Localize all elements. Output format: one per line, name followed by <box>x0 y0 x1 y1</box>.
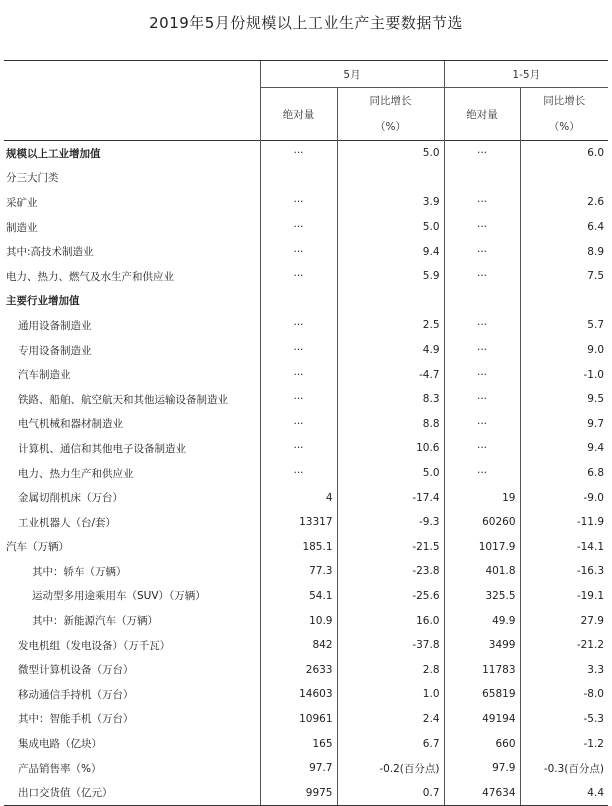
cell-may-abs: ··· <box>260 412 337 437</box>
row-name: 运动型多用途乘用车（SUV）（万辆） <box>32 590 206 603</box>
table-row <box>4 387 608 412</box>
cell-ytd-yoy: -9.0 <box>520 485 608 510</box>
cell-may-abs: 77.3 <box>260 559 337 584</box>
row-name: 主要行业增加值 <box>6 295 80 308</box>
table-row <box>4 707 608 732</box>
row-name: 其中：轿车（万辆） <box>32 565 127 578</box>
table-row <box>4 362 608 387</box>
cell-ytd-yoy: 3.3 <box>520 657 608 682</box>
cell-may-yoy: -25.6 <box>337 584 444 609</box>
cell-ytd-abs <box>444 289 520 314</box>
cell-may-yoy: -4.7 <box>337 362 444 387</box>
table-row <box>4 682 608 707</box>
cell-ytd-abs: 97.9 <box>444 756 520 781</box>
header-blank <box>4 61 260 141</box>
page-title: 2019年5月份规模以上工业生产主要数据节选 <box>149 14 463 32</box>
cell-ytd-abs: 60260 <box>444 510 520 535</box>
cell-may-abs: 10.9 <box>260 608 337 633</box>
table-row <box>4 338 608 363</box>
table-header <box>4 61 608 141</box>
cell-ytd-yoy: 8.9 <box>520 239 608 264</box>
cell-may-yoy: 1.0 <box>337 682 444 707</box>
header-group-jan-may: 1-5月 <box>444 61 608 88</box>
cell-ytd-yoy: -16.3 <box>520 559 608 584</box>
row-name: 发电机组（发电设备）（万千瓦） <box>18 639 171 652</box>
cell-ytd-abs <box>444 166 520 191</box>
cell-ytd-abs: 49.9 <box>444 608 520 633</box>
cell-ytd-abs: 1017.9 <box>444 535 520 560</box>
cell-may-yoy <box>337 289 444 314</box>
cell-ytd-abs: ··· <box>444 436 520 461</box>
cell-ytd-yoy <box>520 289 608 314</box>
row-name: 集成电路（亿块） <box>18 738 102 751</box>
cell-ytd-abs: ··· <box>444 338 520 363</box>
table-row <box>4 190 608 215</box>
cell-ytd-yoy: -21.2 <box>520 633 608 658</box>
row-name: 规模以上工业增加值 <box>4 141 260 166</box>
cell-ytd-abs: 3499 <box>444 633 520 658</box>
cell-ytd-yoy: -5.3 <box>520 707 608 732</box>
cell-may-abs: 10961 <box>260 707 337 732</box>
cell-ytd-abs: 325.5 <box>444 584 520 609</box>
cell-may-yoy: -21.5 <box>337 535 444 560</box>
row-name: 采矿业 <box>6 196 38 209</box>
cell-may-yoy: -37.8 <box>337 633 444 658</box>
cell-ytd-abs: 401.8 <box>444 559 520 584</box>
table-row <box>4 633 608 658</box>
cell-ytd-abs: ··· <box>444 313 520 338</box>
cell-ytd-abs: ··· <box>444 387 520 412</box>
cell-may-abs: ··· <box>260 239 337 264</box>
cell-ytd-yoy: -1.2 <box>520 731 608 756</box>
table-row <box>4 780 608 805</box>
cell-may-abs: ··· <box>260 190 337 215</box>
cell-may-abs: ··· <box>260 313 337 338</box>
cell-ytd-abs: 49194 <box>444 707 520 732</box>
cell-may-yoy: -17.4 <box>337 485 444 510</box>
cell-may-yoy: 6.7 <box>337 731 444 756</box>
row-name: 产品销售率（%） <box>18 762 102 775</box>
cell-may-yoy: 10.6 <box>337 436 444 461</box>
header-may-abs: 绝对量 <box>260 88 337 141</box>
cell-may-abs <box>260 289 337 314</box>
cell-may-yoy: 8.3 <box>337 387 444 412</box>
cell-ytd-abs: 47634 <box>444 780 520 805</box>
cell-ytd-yoy: -11.9 <box>520 510 608 535</box>
row-name: 金属切削机床（万台） <box>18 492 123 505</box>
table-row <box>4 289 608 314</box>
table-row <box>4 141 608 166</box>
table-row <box>4 608 608 633</box>
row-name: 通用设备制造业 <box>18 319 92 332</box>
table-body <box>4 141 608 806</box>
cell-ytd-abs: ··· <box>444 264 520 289</box>
cell-may-abs: ··· <box>260 338 337 363</box>
cell-ytd-abs: ··· <box>444 362 520 387</box>
cell-ytd-abs: ··· <box>444 215 520 240</box>
row-name: 其中：新能源汽车（万辆） <box>32 615 158 628</box>
cell-ytd-yoy: 2.6 <box>520 190 608 215</box>
row-name: 微型计算机设备（万台） <box>18 664 134 677</box>
header-may-yoy-line2: （%） <box>375 121 406 133</box>
cell-ytd-abs: ··· <box>444 412 520 437</box>
header-ytd-abs: 绝对量 <box>444 88 520 141</box>
table-row <box>4 264 608 289</box>
data-table <box>4 60 608 806</box>
cell-may-yoy: 5.9 <box>337 264 444 289</box>
row-name: 汽车制造业 <box>18 369 71 382</box>
cell-ytd-abs: ··· <box>444 239 520 264</box>
cell-ytd-abs: 65819 <box>444 682 520 707</box>
cell-may-yoy: 2.5 <box>337 313 444 338</box>
cell-may-abs: ··· <box>260 436 337 461</box>
row-name: 电力、热力生产和供应业 <box>18 467 134 480</box>
table-row <box>4 313 608 338</box>
table-row <box>4 756 608 781</box>
cell-ytd-yoy: 4.4 <box>520 780 608 805</box>
table-row <box>4 166 608 191</box>
cell-may-abs: 9975 <box>260 780 337 805</box>
row-name: 电力、热力、燃气及水生产和供应业 <box>6 270 174 283</box>
cell-ytd-abs: 660 <box>444 731 520 756</box>
cell-may-yoy: -23.8 <box>337 559 444 584</box>
row-name: 出口交货值（亿元） <box>4 780 260 805</box>
cell-may-yoy: 5.0 <box>337 141 444 166</box>
cell-may-abs: ··· <box>260 215 337 240</box>
cell-may-abs: 165 <box>260 731 337 756</box>
table-row <box>4 215 608 240</box>
cell-ytd-yoy: 9.0 <box>520 338 608 363</box>
cell-ytd-yoy: -0.3(百分点) <box>520 756 608 781</box>
cell-ytd-yoy: 7.5 <box>520 264 608 289</box>
cell-may-abs: 54.1 <box>260 584 337 609</box>
table-row <box>4 239 608 264</box>
table-row <box>4 657 608 682</box>
table-row <box>4 461 608 486</box>
table-row <box>4 412 608 437</box>
cell-may-yoy <box>337 166 444 191</box>
cell-ytd-yoy: 9.5 <box>520 387 608 412</box>
cell-may-abs: 842 <box>260 633 337 658</box>
cell-ytd-abs: ··· <box>444 141 520 166</box>
cell-ytd-abs: 19 <box>444 485 520 510</box>
table-row <box>4 731 608 756</box>
row-name: 汽车（万辆） <box>6 541 69 554</box>
cell-may-abs: ··· <box>260 264 337 289</box>
cell-may-yoy: 5.0 <box>337 215 444 240</box>
table-row <box>4 485 608 510</box>
row-name: 其中:高技术制造业 <box>6 246 94 259</box>
cell-ytd-abs: 11783 <box>444 657 520 682</box>
cell-may-yoy: 16.0 <box>337 608 444 633</box>
cell-may-abs: ··· <box>260 387 337 412</box>
cell-ytd-yoy: -14.1 <box>520 535 608 560</box>
cell-may-yoy: 4.9 <box>337 338 444 363</box>
cell-may-yoy: 8.8 <box>337 412 444 437</box>
header-may-yoy-line1: 同比增长 <box>369 95 412 107</box>
cell-ytd-yoy: 6.8 <box>520 461 608 486</box>
row-name: 专用设备制造业 <box>18 344 92 357</box>
cell-may-yoy: -9.3 <box>337 510 444 535</box>
cell-may-yoy: 0.7 <box>337 780 444 805</box>
cell-may-yoy: 9.4 <box>337 239 444 264</box>
cell-ytd-yoy <box>520 166 608 191</box>
cell-ytd-yoy: 6.0 <box>520 141 608 166</box>
cell-may-yoy: 2.8 <box>337 657 444 682</box>
table-row <box>4 510 608 535</box>
row-name: 工业机器人（台/套） <box>18 516 117 529</box>
cell-ytd-abs: ··· <box>444 461 520 486</box>
cell-may-abs: ··· <box>260 461 337 486</box>
table-row <box>4 559 608 584</box>
cell-may-abs: 185.1 <box>260 535 337 560</box>
header-ytd-yoy-line2: （%） <box>548 121 580 133</box>
table-row <box>4 584 608 609</box>
cell-may-abs <box>260 166 337 191</box>
cell-ytd-yoy: 27.9 <box>520 608 608 633</box>
cell-ytd-yoy: 6.4 <box>520 215 608 240</box>
cell-may-yoy: 5.0 <box>337 461 444 486</box>
header-ytd-yoy-line1: 同比增长 <box>543 95 586 107</box>
header-group-may: 5月 <box>260 61 444 88</box>
cell-may-abs: 13317 <box>260 510 337 535</box>
cell-may-yoy: 3.9 <box>337 190 444 215</box>
row-name: 电气机械和器材制造业 <box>18 418 123 431</box>
table-row <box>4 535 608 560</box>
cell-may-abs: ··· <box>260 362 337 387</box>
cell-ytd-yoy: -8.0 <box>520 682 608 707</box>
cell-ytd-yoy: 5.7 <box>520 313 608 338</box>
cell-may-abs: ··· <box>260 141 337 166</box>
cell-may-abs: 97.7 <box>260 756 337 781</box>
cell-ytd-yoy: -19.1 <box>520 584 608 609</box>
cell-ytd-yoy: 9.7 <box>520 412 608 437</box>
cell-ytd-yoy: -1.0 <box>520 362 608 387</box>
table-row <box>4 436 608 461</box>
row-name: 制造业 <box>6 221 38 234</box>
row-name: 计算机、通信和其他电子设备制造业 <box>18 442 186 455</box>
row-name: 分三大门类 <box>6 172 59 185</box>
header-ytd-yoy <box>520 88 608 141</box>
cell-ytd-abs: ··· <box>444 190 520 215</box>
cell-may-yoy: 2.4 <box>337 707 444 732</box>
cell-may-yoy: -0.2(百分点) <box>337 756 444 781</box>
header-may-yoy <box>337 88 444 141</box>
row-name: 铁路、船舶、航空航天和其他运输设备制造业 <box>18 393 228 406</box>
cell-may-abs: 4 <box>260 485 337 510</box>
row-name: 其中：智能手机（万台） <box>18 713 134 726</box>
cell-may-abs: 14603 <box>260 682 337 707</box>
cell-may-abs: 2633 <box>260 657 337 682</box>
cell-ytd-yoy: 9.4 <box>520 436 608 461</box>
row-name: 移动通信手持机（万台） <box>18 688 134 701</box>
